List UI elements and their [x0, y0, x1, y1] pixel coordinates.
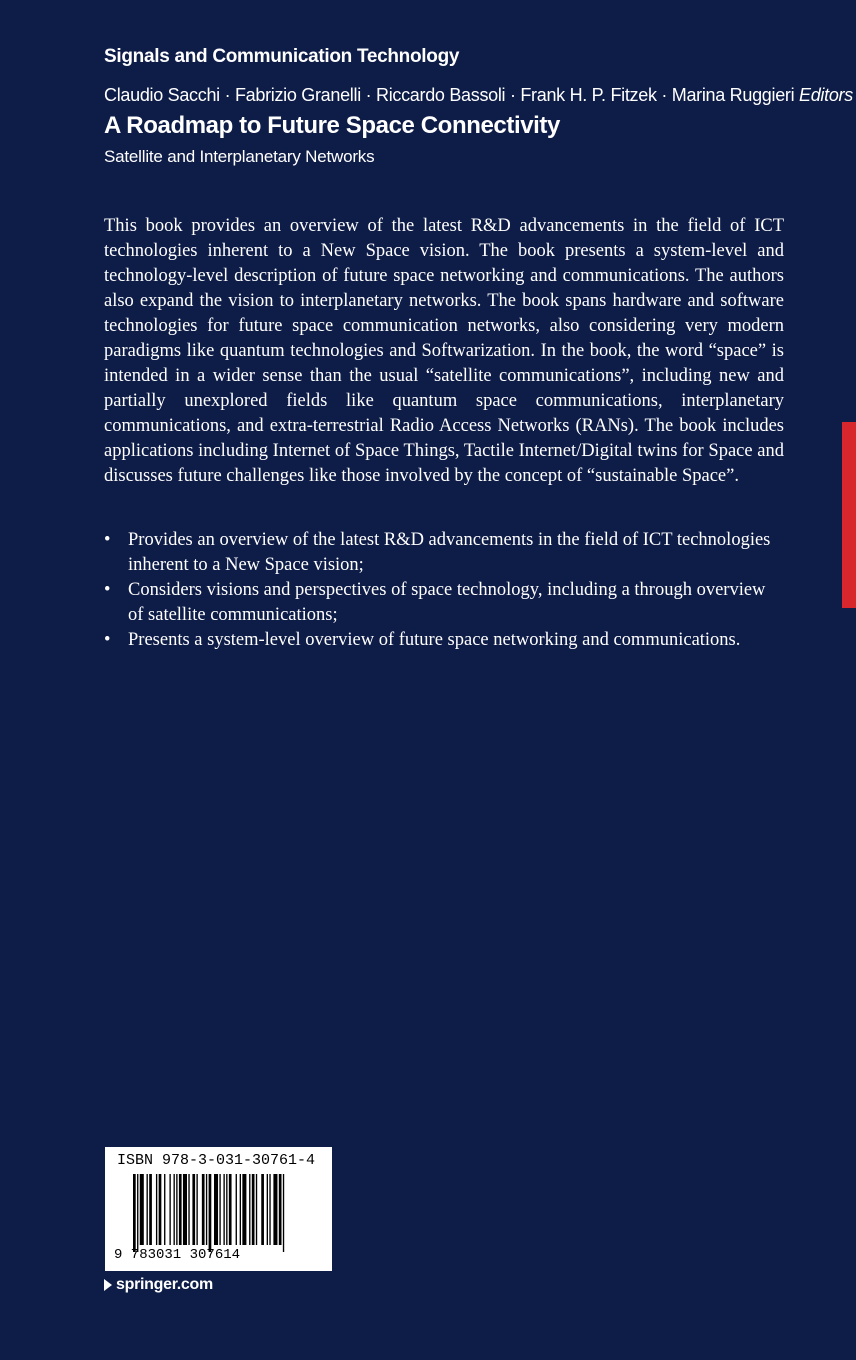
editors-label: Editors: [799, 85, 853, 105]
isbn-label: ISBN 978-3-031-30761-4: [117, 1152, 316, 1169]
book-title: A Roadmap to Future Space Connectivity: [104, 112, 560, 139]
feature-text: Presents a system-level overview of future space networking and communications.: [128, 630, 741, 650]
editors-line: [104, 85, 853, 106]
feature-text: Provides an overview of the latest R&D advancements in the field of ICT technologies inherent to a New Space vision;: [128, 530, 771, 575]
book-subtitle: Satellite and Interplanetary Networks: [104, 147, 375, 166]
publisher-website: springer.com: [116, 1276, 213, 1293]
barcode-digits: 9 783031 307614: [114, 1247, 241, 1263]
series-name: Signals and Communication Technology: [104, 46, 460, 67]
bullet-icon: •: [104, 580, 111, 600]
book-description: This book provides an overview of the latest R&D advancements in the field of ICT technologies inherent to a New Space vision. The book presents a system-level and technology-level description of future space networking and communications. The authors also expand the vision to interplanetary networks. The book spans hardware and software technologies for future space communication networks, also considering very modern paradigms like quantum technologies and Softwarization. In the book, the word “space” is intended in a wider sense than the usual “satellite communications”, including new and partially unexplored fields like quantum space communications, interplanetary communications, and extra-terrestrial Radio Access Networks (RANs). The book includes applications including Internet of Space Things, Tactile Internet/Digital twins for Space and discusses future challenges like those involved by the concept of “sustainable Space”.: [104, 216, 784, 486]
bullet-icon: •: [104, 530, 111, 550]
arrow-right-icon: [104, 1279, 112, 1291]
feature-list-item: [104, 578, 784, 628]
feature-list-item: [104, 528, 784, 578]
publisher-footer: [104, 1276, 213, 1294]
feature-text: Considers visions and perspectives of space technology, including a through overview of satellite communications;: [128, 580, 766, 625]
accent-tab: [842, 422, 856, 608]
feature-list-item: [104, 628, 784, 653]
editor-names: Claudio Sacchi · Fabrizio Granelli · Riccardo Bassoli · Frank H. P. Fitzek · Marina Ruggieri: [104, 85, 795, 105]
isbn-barcode: [105, 1147, 332, 1271]
feature-list: [104, 528, 784, 653]
bullet-icon: •: [104, 630, 111, 650]
